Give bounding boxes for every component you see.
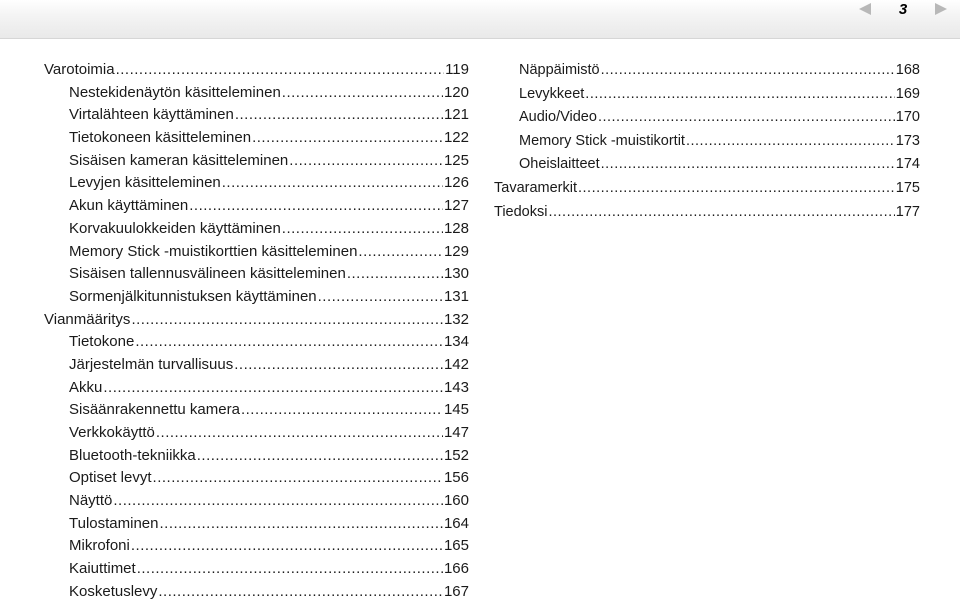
- toc-dot-leader: [197, 445, 443, 468]
- toc-entry-page: 128: [443, 219, 469, 237]
- toc-dot-leader: [234, 354, 443, 377]
- toc-dot-leader: [282, 82, 443, 105]
- toc-entry-title: Virtalähteen käyttäminen: [69, 106, 234, 124]
- toc-entry-title: Tulostaminen: [69, 514, 159, 532]
- toc-entry-title: Memory Stick -muistikortit: [519, 132, 685, 149]
- toc-entry[interactable]: [494, 83, 920, 107]
- toc-entry-title: Varotoimia: [44, 61, 115, 78]
- toc-dot-leader: [189, 195, 443, 218]
- toc-dot-leader: [131, 309, 443, 332]
- toc-entry-page: 165: [443, 537, 469, 555]
- toc-entry[interactable]: [44, 82, 469, 105]
- toc-entry[interactable]: [494, 201, 920, 225]
- toc-entry[interactable]: [494, 106, 920, 130]
- toc-entry-title: Tiedoksi: [494, 203, 548, 220]
- toc-entry-page: 174: [895, 156, 920, 173]
- page-number: 3: [898, 0, 908, 18]
- toc-entry-title: Oheislaitteet: [519, 156, 600, 173]
- toc-entry-title: Levykkeet: [519, 85, 585, 102]
- toc-entry-page: 121: [443, 106, 469, 124]
- toc-entry-page: 125: [443, 151, 469, 169]
- toc-dot-leader: [282, 218, 443, 241]
- toc-entry-page: 175: [895, 179, 920, 196]
- toc-entry-title: Optiset levyt: [69, 469, 152, 487]
- toc-dot-leader: [548, 201, 894, 225]
- toc-dot-leader: [235, 104, 443, 127]
- toc-entry-page: 130: [443, 265, 469, 283]
- toc-entry[interactable]: [44, 309, 469, 332]
- toc-entry[interactable]: [44, 104, 469, 127]
- toc-dot-leader: [318, 286, 443, 309]
- toc-entry-title: Sisäänrakennettu kamera: [69, 401, 240, 419]
- toc-entry-page: 131: [443, 287, 469, 305]
- toc-entry[interactable]: [44, 445, 469, 468]
- toc-entry[interactable]: [44, 399, 469, 422]
- toc-entry-title: Akku: [69, 378, 103, 396]
- toc-left-column: [44, 59, 469, 604]
- toc-entry-title: Sisäisen tallennusvälineen käsitteleminen: [69, 265, 346, 283]
- toc-entry[interactable]: [44, 150, 469, 173]
- toc-entry-page: 132: [443, 310, 469, 328]
- toc-dot-leader: [116, 59, 444, 82]
- toc-dot-leader: [241, 399, 443, 422]
- toc-entry-page: 166: [443, 560, 469, 578]
- toc-entry-page: 152: [443, 446, 469, 464]
- toc-entry-page: 160: [443, 492, 469, 510]
- toc-entry-page: 167: [443, 582, 469, 600]
- toc-entry-page: 168: [895, 62, 920, 78]
- toc-entry[interactable]: [44, 490, 469, 513]
- toc-entry[interactable]: [494, 177, 920, 201]
- toc-dot-leader: [113, 490, 443, 513]
- toc-entry-title: Memory Stick -muistikorttien käsitteleminen: [69, 242, 358, 260]
- toc-dot-leader: [222, 172, 443, 195]
- toc-dot-leader: [358, 241, 443, 264]
- page-navigation: [858, 0, 948, 18]
- toc-dot-leader: [135, 331, 443, 354]
- toc-entry-page: 170: [895, 109, 920, 126]
- toc-entry[interactable]: [44, 467, 469, 490]
- toc-entry-page: 164: [443, 514, 469, 532]
- toc-dot-leader: [601, 59, 895, 83]
- toc-entry-title: Bluetooth-tekniikka: [69, 446, 196, 464]
- toc-dot-leader: [137, 558, 443, 581]
- toc-dot-leader: [601, 153, 895, 177]
- toc-entry-page: 142: [443, 355, 469, 373]
- toc-entry-page: 177: [895, 203, 920, 220]
- toc-entry-title: Sormenjälkitunnistuksen käyttäminen: [69, 287, 317, 305]
- toc-dot-leader: [289, 150, 443, 173]
- toc-entry[interactable]: [494, 59, 920, 83]
- toc-entry-title: Järjestelmän turvallisuus: [69, 355, 234, 373]
- toc-entry-page: 119: [445, 61, 469, 78]
- toc-entry[interactable]: [44, 513, 469, 536]
- toc-entry-page: 120: [443, 83, 469, 101]
- toc-entry-title: Tietokone: [69, 333, 135, 351]
- toc-entry-page: 147: [443, 424, 469, 441]
- toc-right-column: [494, 59, 920, 224]
- toc-dot-leader: [160, 513, 443, 536]
- toc-entry-title: Kaiuttimet: [69, 560, 136, 578]
- toc-entry[interactable]: [44, 127, 469, 150]
- toc-dot-leader: [103, 377, 443, 400]
- toc-entry[interactable]: [44, 581, 469, 604]
- toc-entry[interactable]: [44, 286, 469, 309]
- toc-entry-title: Kosketuslevy: [69, 582, 158, 600]
- next-page-arrow-icon[interactable]: [934, 3, 948, 15]
- toc-entry[interactable]: [44, 59, 469, 82]
- toc-entry-title: Akun käyttäminen: [69, 197, 189, 215]
- previous-page-arrow-icon[interactable]: [858, 3, 872, 15]
- toc-entry-title: Vianmääritys: [44, 310, 131, 328]
- toc-entry[interactable]: [44, 558, 469, 581]
- toc-entry-page: 129: [443, 242, 469, 260]
- toc-dot-leader: [252, 127, 443, 150]
- toc-entry-title: Sisäisen kameran käsitteleminen: [69, 151, 289, 169]
- toc-dot-leader: [585, 83, 895, 107]
- toc-entry[interactable]: [44, 422, 469, 445]
- toc-entry[interactable]: [494, 130, 920, 154]
- toc-dot-leader: [347, 263, 443, 286]
- toc-entry[interactable]: [44, 377, 469, 400]
- toc-dot-leader: [158, 581, 443, 604]
- toc-entry-title: Näyttö: [69, 492, 113, 510]
- toc-entry-page: 134: [443, 333, 469, 351]
- toc-dot-leader: [156, 422, 443, 445]
- toc-dot-leader: [598, 106, 895, 130]
- toc-entry-page: 156: [443, 469, 469, 487]
- toc-entry[interactable]: [44, 218, 469, 241]
- toc-entry[interactable]: [44, 172, 469, 195]
- toc-entry-title: Nestekidenäytön käsitteleminen: [69, 83, 281, 101]
- toc-entry-page: 122: [443, 129, 469, 147]
- toc-entry-title: Mikrofoni: [69, 537, 130, 555]
- toc-dot-leader: [578, 177, 895, 201]
- toc-entry-page: 145: [443, 401, 469, 419]
- toc-entry-title: Näppäimistö: [519, 62, 600, 78]
- toc-dot-leader: [686, 130, 895, 154]
- toc-entry[interactable]: [44, 195, 469, 218]
- toc-entry-title: Korvakuulokkeiden käyttäminen: [69, 219, 281, 237]
- toc-entry-title: Tietokoneen käsitteleminen: [69, 129, 252, 147]
- toc-entry[interactable]: [44, 331, 469, 354]
- toc-entry-page: 126: [443, 174, 469, 192]
- toc-entry-page: 143: [443, 378, 469, 396]
- toc-dot-leader: [131, 535, 443, 558]
- toc-entry[interactable]: [44, 263, 469, 286]
- toc-entry[interactable]: [44, 535, 469, 558]
- toc-entry[interactable]: [44, 241, 469, 264]
- page-header: [0, 0, 960, 39]
- toc-dot-leader: [153, 467, 443, 490]
- toc-entry-page: 169: [895, 85, 920, 102]
- toc-entry-title: Verkkokäyttö: [69, 424, 155, 441]
- toc-entry-title: Levyjen käsitteleminen: [69, 174, 221, 192]
- toc-entry[interactable]: [44, 354, 469, 377]
- toc-entry-page: 173: [895, 132, 920, 149]
- toc-entry[interactable]: [494, 153, 920, 177]
- toc-entry-title: Audio/Video: [519, 109, 597, 126]
- toc-entry-page: 127: [443, 197, 469, 215]
- toc-entry-title: Tavaramerkit: [494, 179, 577, 196]
